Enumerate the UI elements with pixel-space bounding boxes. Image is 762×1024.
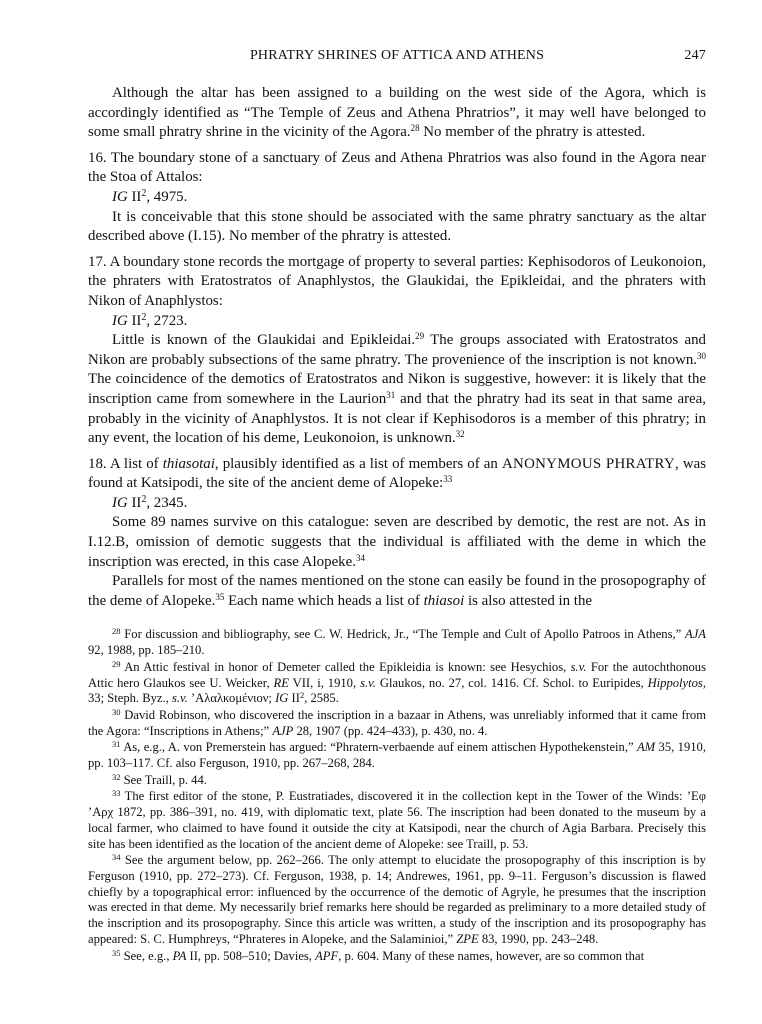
text: As, e.g., A. von Premerstein has argued: “Phratern-verbaende auf einem attischen Hypothekenstein,” <box>123 740 637 755</box>
entry-16-reference <box>112 188 706 208</box>
text: See, e.g., <box>123 948 173 963</box>
footnote-ref[interactable]: 32 <box>455 429 465 440</box>
ref-ig: IG <box>112 188 128 205</box>
footnote-29 <box>88 660 706 707</box>
text: Some 89 names survive on this catalogue: seven are described by demotic, the rest are not. As in I.12.B, omission of demotic suggests that the individual is affiliated with the deme in which the inscription was erected, in this case Alopeke. <box>88 514 706 570</box>
text: Each name which heads a list of <box>224 592 424 609</box>
entry-16-paragraph <box>88 208 706 247</box>
italic: RE <box>273 675 289 690</box>
entry-18-reference <box>112 494 706 514</box>
running-title: PHRATRY SHRINES OF ATTICA AND ATHENS <box>249 48 545 63</box>
text: Little is known of the Glaukidai and Epikleidai. <box>112 332 416 349</box>
footnote-33 <box>88 789 706 852</box>
text: II, pp. 508–510; Davies, <box>186 948 316 963</box>
footnote-ref[interactable]: 33 <box>443 474 453 485</box>
text: It is conceivable that this stone should be associated with the same phratry sanctuary as the altar described above (I.15). No member of the phratry is attested. <box>88 208 706 245</box>
superscript: 2 <box>299 690 305 701</box>
footnote-number: 35 <box>112 947 121 958</box>
entry-17 <box>88 253 706 312</box>
text: ’Αλαλκομένιον; <box>187 691 276 706</box>
footnote-ref[interactable]: 31 <box>386 389 396 400</box>
footnote-number: 30 <box>112 706 121 717</box>
ref-num: , 4975. <box>146 188 188 205</box>
text: The first editor of the stone, P. Eustratiades, discovered it in the collection kept in the Tower of the Winds: ’Εφ ’Αρχ 1872, pp. 386–391, no. 419, with diplomatic text, plate 56. The inscription had been donated to the museum by a local farmer, who claimed to have found it outside the city at Katsipodi, near the church of Agia Barbara. Precisely this site has been identified as the location of the ancient deme of Alopeke: see Traill, p. 53. <box>88 789 706 851</box>
footnote-number: 31 <box>112 739 121 750</box>
text: 92, 1988, pp. 185–210. <box>88 643 205 658</box>
footnote-32 <box>88 773 706 789</box>
ref-ig: IG <box>112 494 128 511</box>
italic: IG <box>275 691 289 706</box>
footnote-number: 28 <box>112 626 121 637</box>
text: For the autochthonous Attic hero Glaukos see U. Weicker, <box>88 659 706 690</box>
ref-num: , 2723. <box>146 312 188 329</box>
footnote-number: 32 <box>112 771 121 782</box>
entry-18-paragraph-1 <box>88 513 706 572</box>
ref-vol: II <box>127 312 142 329</box>
entry-17-reference <box>112 312 706 332</box>
text: , plausibly identified as a list of members of an <box>214 455 502 472</box>
text: 17. A boundary stone records the mortgage of property to several parties: Kephisodoros of Leukonoion, the phraters with Eratostratos of Anaphlystos, the Glaukidai, the Epikleidai, and the phraters with Nikon of Anaphlystos: <box>88 253 706 309</box>
text: 16. The boundary stone of a sanctuary of Zeus and Athena Phratrios was also found in the Agora near the Stoa of Attalos: <box>88 149 706 186</box>
text: See Traill, p. 44. <box>123 772 207 787</box>
term-italic: thiasotai <box>162 455 215 472</box>
ref-vol: II <box>127 188 142 205</box>
text: 28, 1907 (pp. 424–433), p. 430, no. 4. <box>293 723 488 738</box>
italic: PA <box>172 948 187 963</box>
entry-18-paragraph-2 <box>88 572 706 611</box>
journal-italic: ZPE <box>456 931 479 946</box>
text: David Robinson, who discovered the inscription in a bazaar in Athens, was unreliably informed that it came from the Agora: “Inscriptions in Athens;” <box>88 707 706 738</box>
ref-vol: II <box>127 494 142 511</box>
italic: s.v. <box>171 691 188 706</box>
text: is also attested in the <box>464 592 593 609</box>
footnotes <box>88 627 706 964</box>
page-number: 247 <box>684 48 706 63</box>
paragraph-altar <box>88 84 706 143</box>
running-head <box>88 48 706 70</box>
italic: APF <box>315 948 339 963</box>
ref-ig: IG <box>112 312 128 329</box>
text: See the argument below, pp. 262–266. The only attempt to elucidate the prosopography of this inscription is by Ferguson (1910, pp. 272–273). Cf. Ferguson, 1938, p. 14; Andrewes, 1961, pp. 9–11. Ferguson’s discussion is flawed chiefly by a topographical error: influenced by the occurrence of the demotic of Agryle, he presumes that the inscription was erected in that deme. My necessarily brief remarks here should be regarded as preliminary to a more detailed study of the inscription and its prosopography. Since this article was written, a study of the inscription and its prosopography has appeared: S. C. Humphreys, “Phrateres in Alopeke, and the Salaminioi,” <box>88 853 706 946</box>
text: The coincidence of the demotics of Eratostratos and Nikon is suggestive, however: it is likely that the inscription came from somewhere in the Laurion <box>88 371 706 407</box>
text: II <box>288 691 300 706</box>
entry-16 <box>88 149 706 188</box>
text: VII, i, 1910, <box>288 675 361 690</box>
footnote-ref[interactable]: 29 <box>415 331 425 342</box>
footnote-number: 29 <box>112 658 121 669</box>
footnote-35 <box>88 949 706 965</box>
journal-italic: AJP <box>272 723 294 738</box>
footnote-31 <box>88 740 706 771</box>
text: 83, 1990, pp. 243–248. <box>478 931 599 946</box>
term-italic: thiasoi <box>423 592 465 609</box>
entry-17-paragraph <box>88 331 706 449</box>
text: , was found at Katsipodi, the site of the ancient deme of Alopeke: <box>88 455 706 492</box>
journal-italic: AJA <box>685 627 706 642</box>
text: , 2585. <box>304 691 339 706</box>
ref-sup: 2 <box>141 311 147 323</box>
footnote-ref[interactable]: 28 <box>410 123 420 134</box>
italic: Hippolytos <box>647 675 703 690</box>
entry-18 <box>88 455 706 494</box>
footnote-ref[interactable]: 34 <box>355 552 365 563</box>
footnote-30 <box>88 708 706 739</box>
italic: s.v. <box>570 659 587 674</box>
text: 35, 1910, pp. 103–117. Cf. also Ferguson, 1910, pp. 267–268, 284. <box>88 740 706 771</box>
footnote-34 <box>88 853 706 947</box>
ref-sup: 2 <box>141 187 147 199</box>
text: An Attic festival in honor of Demeter called the Epikleidia is known: see Hesychios, <box>124 659 571 674</box>
ref-num: , 2345. <box>146 494 188 511</box>
footnote-number: 34 <box>112 852 121 863</box>
text: For discussion and bibliography, see C. W. Hedrick, Jr., “The Temple and Cult of Apollo Patroos in Athens,” <box>124 627 686 642</box>
journal-italic: AM <box>636 740 656 755</box>
text: Parallels for most of the names mentioned on the stone can easily be found in the prosopography of the deme of Alopeke. <box>88 573 706 609</box>
text: Although the altar has been assigned to a building on the west side of the Agora, which is accordingly identified as “The Temple of Zeus and Athena Phratrios”, it may well have belonged to some small phratry shrine in the vicinity of the Agora. <box>88 85 706 141</box>
text: , p. 604. Many of these names, however, are so common that <box>338 948 645 963</box>
italic: s.v. <box>360 675 376 690</box>
ref-sup: 2 <box>141 493 147 505</box>
footnote-28 <box>88 627 706 658</box>
text: No member of the phratry is attested. <box>419 124 646 141</box>
text: Glaukos, no. 27, col. 1416. Cf. Schol. to Euripides, <box>375 675 648 690</box>
text: 18. A list of <box>88 455 163 472</box>
text: The groups associated with Eratostratos and Nikon are probably subsections of the same phratry. The provenience of the inscription is not known. <box>88 332 706 368</box>
text: , 33; Steph. Byz., <box>88 675 706 706</box>
text: and that the phratry had its seat in that same area, probably in the vicinity of Anaphlystos. It is not clear if Kephisodoros is a member of this phratry; in any event, the location of his deme, Leukonoion, is unknown. <box>88 390 706 447</box>
body-text <box>88 84 706 611</box>
footnote-ref[interactable]: 35 <box>215 591 225 602</box>
phratry-name: ANONYMOUS PHRATRY <box>501 455 675 472</box>
footnote-ref[interactable]: 30 <box>697 350 706 361</box>
footnote-number: 33 <box>112 788 121 799</box>
